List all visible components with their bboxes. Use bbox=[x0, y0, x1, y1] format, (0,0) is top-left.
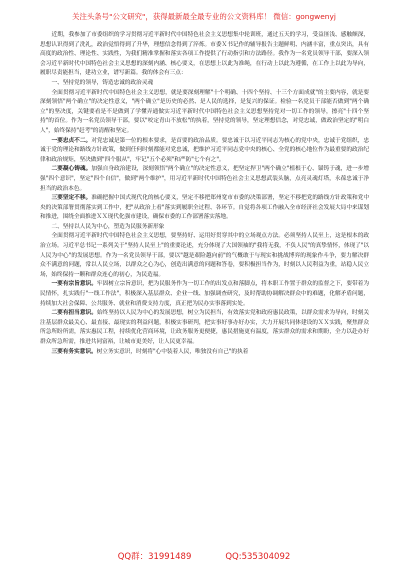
paragraph-text: 始终坚持以人民为中心的发展思想，树立为民担当，有效落实党和政府惠民政策，以群众需求为导向，时刻关注基层群众最关心、最直接、最现实的利益问题，积极实事研判，把实事好事办好办实，大力开展共同体建设的ＸＸ实践，聚焦群众所急所盼所需，落实惠民工程，持续优化营商环境，让政务服务更便捷，惠民措施更有温度，落实群众的需求和期盼，全力以赴办好群众所急所需，推进共同富裕，让城市更美好，让人民更幸福。 bbox=[40, 310, 369, 345]
paragraph-lead: 二要凝心铸魂。 bbox=[51, 166, 92, 173]
paragraph-lead: 三要有务实意识。 bbox=[51, 348, 97, 355]
paragraph-text: 近期，我参加了市委组织的学习贯彻习近平新时代中国特色社会主义思想集中轮训班，通过五天的学习，受益匪浅、感触颇深，思想认识得到了洗礼，政治觉悟得到了升华，理想信念得到了淬炼。市委Ｘ书记作的辅导报告主题鲜明、内涵丰富，重点突出，具有高度的政治性、理论性、实践性，为我们精准掌握和落实各项工作提供了行动指引和方法路径。我作为一名党员领导干部，要深入领会习近平新时代中国特色社会主义思想的深刻内涵、核心要义，在思想上以此为准绳，在行动上以此为遵循，在工作上以此为导向，履职尽责能担当，建功立业，谱写新篇。我的体会有三点： bbox=[40, 32, 369, 77]
paragraph-lead: 一要有宗旨意识。 bbox=[51, 281, 97, 288]
paragraph-text: 牢固树立宗旨意识，把为民服务作为一切工作的出发点和落脚点，将本职工作置于群众的监督之下，要带着为民情怀，扎实践行"一线工作法"，积极深入基层群众、企业一线、加强调查研究，及时帮助协调解决群众中的难题，化解矛盾问题，持续加大社会保障、公共服务、就业和消费支持力度，真正把为民办实事落到实处。 bbox=[40, 281, 369, 307]
paragraph-point-1-3 bbox=[40, 194, 369, 223]
paragraph-text: 全面贯彻习近平新时代中国特色社会主义思想，要坚持好、运用好贯穿其中的立场观点方法。必须坚持人民至上，这是根本的政治立场。习近平总书记一系列关于"坚持人民至上"的重要论述，充分体现了大国领袖的"我将无我，不负人民"的真挚情怀，体现了"以人民为中心"的发展思想。作为一名党员领导干部，要以"越是艰险越向前"的气概敢于与现实和挑战博弈的现象作斗争，要力解决群众不满意的问题，常以人民立场，以群众之心为心，创造出满意的问题和答卷，要积极担当作为，时刻以人民利益为重，站稳人民立场，始终保持一颗和群众连心的初心，为民造福。 bbox=[40, 233, 369, 278]
paragraph-point-2-3 bbox=[40, 348, 369, 358]
paragraph-lead: 三要坚定不移。 bbox=[51, 195, 92, 202]
paragraph-text: 加强自身政治建设，深刻领悟"两个确立"的决定性意义，把坚定捍卫"两个确立"植根于心、锚铸于魂，进一步增强"四个意识"，坚定"四个自信"，做到"两个维护"，用习近平新时代中国特色社会主义思想武装头脑，点亮灵魂灯塔，永葆忠诚于净担当的政治本色。 bbox=[40, 166, 369, 192]
footer-qq-group: QQ群：31991489 bbox=[117, 552, 192, 562]
paragraph-point-2-1 bbox=[40, 280, 369, 309]
paragraph-text: 树立务实意识，时刻将"心中装着人民，唯独没有自己"的执着 bbox=[96, 348, 249, 355]
header-banner: 关注头条号"公文研究"，获得最新最全最专业的公文资料库！ 微信：gongwenyj bbox=[72, 12, 336, 21]
paragraph-intro bbox=[40, 31, 369, 79]
paragraph-text: 对党忠诚是第一位的根本要求，是首要的政治品质。要忠诚于以习近平同志为核心的党中央，忠诚于党组织，忠诚于党的理论和路线方针政策，做到任何时刻都能对党忠诚，把维护习近平同志党中央的核心、全党的核心地位作为最重要的政治纪律和政治规矩，坚决做到"四个服从"，牢记"五个必须"和严防"七个有之"。 bbox=[40, 137, 369, 163]
paragraph-lead: 一要忠贞不二。 bbox=[51, 137, 92, 144]
footer-qq: QQ:535304092 bbox=[225, 552, 291, 562]
paragraph-point-2-2 bbox=[40, 309, 369, 347]
document-body bbox=[40, 31, 369, 357]
paragraph-point-1-1 bbox=[40, 137, 369, 166]
paragraph-text: 一、坚持党的领导，铸造忠诚的政治灵魂 bbox=[51, 79, 153, 86]
section-heading-1 bbox=[40, 79, 369, 89]
paragraph-text: 全面贯彻习近平新时代中国特色社会主义思想，就是要深刻理解"十个明确、十四个坚持、十三个方面成就"的主要内容，就是要深刻领悟"两个确立"的决定性意义，"两个确立"是历史的必然、是人民的选择，是复兴的保证。检验一名党员干部能否做到"两个确立"的坚决度，关键要看是不是做到了学懂弄通做实习近平新时代中国特色社会主义思想坚持党对一切工作的领导，擦亮"十四个坚持"的首位。作为一名党员领导干部，要以"咬定青山不放松"的执着，坚持党的领导，坚定理想信念，对党忠诚，做政治坚定的"明白人"，始终保持"赶考"的清醒和坚定。 bbox=[40, 89, 369, 134]
paragraph-point-1-2 bbox=[40, 165, 369, 194]
paragraph-text: 二、坚持以人民为中心，塑造为民服务新形象 bbox=[51, 223, 165, 230]
paragraph-section-1 bbox=[40, 89, 369, 137]
footer-contact bbox=[0, 552, 408, 563]
paragraph-text: 准确把握中国式现代化的核心要义，坚定不移把郑州宽市市委的决策部署，坚定不移把党的路线方针政策和党中央的决策部署贯彻落实到工作中，把"从政治上看"落实到履职全过程、各环节。自觉将各项工作融入全市经济社会发展大局中来谋划和推进，围绕全面推进ＸＸ现代化强市建设，确保市委的工作部署落实落地。 bbox=[40, 195, 369, 221]
section-heading-2 bbox=[40, 223, 369, 233]
paragraph-section-2 bbox=[40, 232, 369, 280]
paragraph-lead: 二要有担当意识。 bbox=[51, 310, 97, 317]
